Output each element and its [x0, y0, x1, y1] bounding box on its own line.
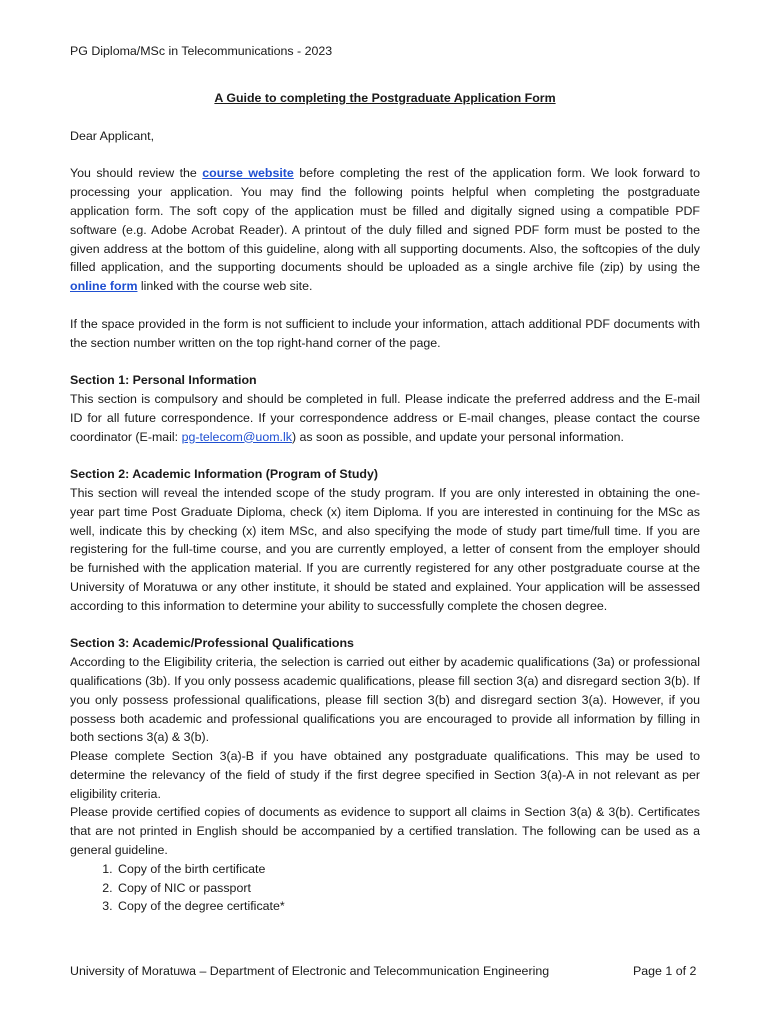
coordinator-email-link[interactable]: pg-telecom@uom.lk — [181, 429, 292, 444]
space-note-paragraph: If the space provided in the form is not sufficient to include your information, attach additional PDF documents with the section number written on the top right-hand corner of the page. — [70, 316, 700, 350]
online-form-link[interactable]: online form — [70, 279, 138, 294]
section3-heading: Section 3: Academic/Professional Qualifications — [70, 636, 354, 651]
list-item: 2. Copy of NIC or passport — [116, 879, 700, 898]
intro-text-3: linked with the course web site. — [137, 279, 313, 294]
salutation: Dear Applicant, — [70, 128, 155, 143]
footer-institution: University of Moratuwa – Department of Electronic and Telecommunication Engineering — [70, 964, 550, 978]
course-website-link[interactable]: course website — [202, 166, 294, 181]
section1-heading: Section 1: Personal Information — [70, 373, 257, 388]
section3-paragraph-1: According to the Eligibility criteria, the selection is carried out either by academic qualifications (3a) or professional qualifications (3b). If you only possess academic qualifications, please fill section 3(a) and disregard section 3(b). If you only possess professional qualifications, please fill section 3(b) and disregard section 3(a). However, if you possess both academic and professional qualifications you are encouraged to provide all information by filling in both sections 3(a) & 3(b). — [70, 655, 700, 745]
section2-paragraph: This section will reveal the intended scope of the study program. If you are only interested in obtaining the one-year part time Post Graduate Diploma, check (x) item Diploma. If you are interested in continuing for the MSc as well, indicate this by checking (x) item MSc, and also specifying the mode of study part time/full time. If you are registering for the full-time course, and you are currently employed, a letter of consent from the employer should be furnished with the application material. If you are currently registered for any other postgraduate course at the University of Moratuwa or any other institute, it should be stated and explained. Your application will be assessed according to this information to determine your ability to successfully complete the chosen degree. — [70, 485, 700, 613]
intro-text-2: before completing the rest of the application form. We look forward to processing your application. You may find the following points helpful when completing the postgraduate application form. The soft copy of the application must be filled and digitally signed using a compatible PDF software (e.g. Adobe Acrobat Reader). A printout of the duly filled and signed PDF form must be posted to the given address at the bottom of this guideline, along with all supporting documents. Also, the softcopies of the duly filled application, and the supporting documents should be uploaded as a single archive file (zip) by using the — [70, 166, 700, 275]
list-item: 3. Copy of the degree certificate* — [116, 897, 700, 916]
section1-text-1: This section is compulsory and should be completed in full. Please indicate the preferred address and the E-mail ID for all future correspondence. If your correspondence address or E-mail changes, please contact the course coordinator (E-mail: — [70, 391, 700, 444]
section1-paragraph — [70, 390, 700, 446]
page-header: PG Diploma/MSc in Telecommunications - 2023 — [70, 44, 333, 58]
footer-page-number: Page 1 of 2 — [633, 964, 697, 978]
document-list — [70, 860, 700, 916]
intro-text-1: You should review the — [70, 166, 203, 181]
section2-heading: Section 2: Academic Information (Program of Study) — [70, 467, 378, 482]
section3-paragraph-2: Please complete Section 3(a)-B if you have obtained any postgraduate qualifications. This may be used to determine the relevancy of the field of study if the first degree specified in Section 3(a)-A in not relevant as per eligibility criteria. — [70, 749, 700, 801]
list-item: 1. Copy of the birth certificate — [116, 860, 700, 879]
section1-text-2: ) as soon as possible, and update your personal information. — [291, 429, 624, 444]
document-body — [70, 89, 700, 916]
intro-paragraph — [70, 164, 700, 296]
guide-title: A Guide to completing the Postgraduate Application Form — [214, 91, 556, 105]
section3-paragraph-3: Please provide certified copies of documents as evidence to support all claims in Section 3(a) & 3(b). Certificates that are not printed in English should be accompanied by a certified translation. The following can be used as a general guideline. — [70, 805, 700, 858]
